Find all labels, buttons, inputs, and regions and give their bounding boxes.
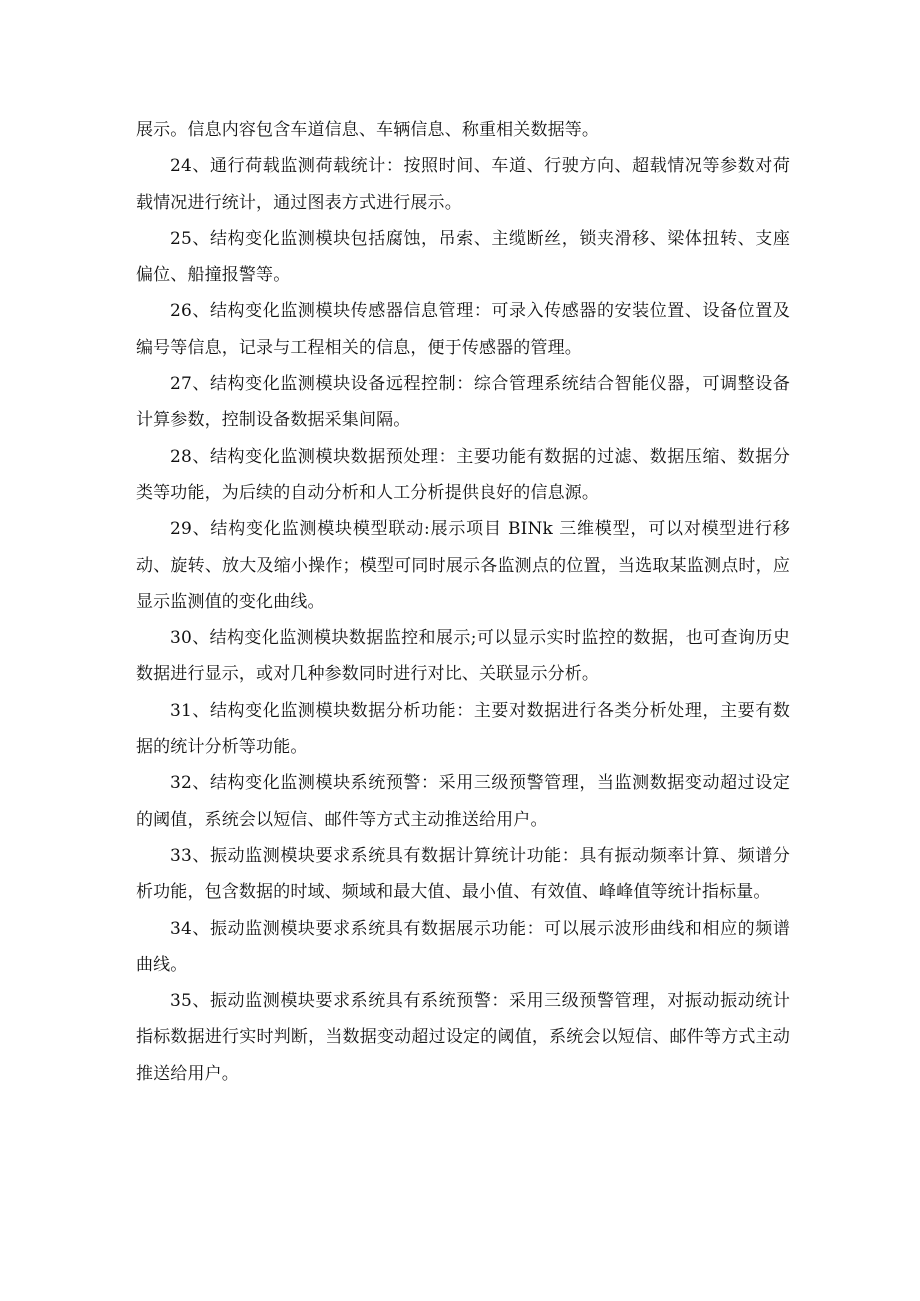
item-26: 26、结构变化监测模块传感器信息管理：可录入传感器的安装位置、设备位置及编号等信息，记录与工程相关的信息，便于传感器的管理。	[136, 301, 790, 358]
item-31: 31、结构变化监测模块数据分析功能：主要对数据进行各类分析处理，主要有数据的统计分析等功能。	[136, 700, 790, 758]
item-34: 34、振动监测模块要求系统具有数据展示功能：可以展示波形曲线和相应的频谱曲线。	[136, 918, 790, 975]
item-35: 35、振动监测模块要求系统具有系统预警：采用三级预警管理，对振动振动统计指标数据进行实时判断，当数据变动超过设定的阈值，系统会以短信、邮件等方式主动推送给用户。	[136, 991, 790, 1084]
document-body	[136, 112, 790, 1092]
item-28: 28、结构变化监测模块数据预处理：主要功能有数据的过滤、数据压缩、数据分类等功能，为后续的自动分析和人工分析提供良好的信息源。	[136, 446, 790, 503]
item-32: 32、结构变化监测模块系统预警：采用三级预警管理，当监测数据变动超过设定的阈值，系统会以短信、邮件等方式主动推送给用户。	[136, 773, 790, 830]
item-29: 29、结构变化监测模块模型联动:展示项目 BINk 三维模型，可以对模型进行移动、旋转、放大及缩小操作；模型可同时展示各监测点的位置，当选取某监测点时，应显示监测值的变化曲线。	[136, 519, 790, 612]
item-24: 24、通行荷载监测荷载统计：按照时间、车道、行驶方向、超载情况等参数对荷载情况进行统计，通过图表方式进行展示。	[136, 156, 790, 213]
item-33: 33、振动监测模块要求系统具有数据计算统计功能：具有振动频率计算、频谱分析功能，包含数据的时域、频域和最大值、最小值、有效值、峰峰值等统计指标量。	[136, 845, 790, 903]
item-25: 25、结构变化监测模块包括腐蚀，吊索、主缆断丝，锁夹滑移、梁体扭转、支座偏位、船撞报警等。	[136, 228, 790, 286]
item-27: 27、结构变化监测模块设备远程控制：综合管理系统结合智能仪器，可调整设备计算参数，控制设备数据采集间隔。	[136, 374, 790, 431]
item-30: 30、结构变化监测模块数据监控和展示;可以显示实时监控的数据，也可查询历史数据进行显示，或对几种参数同时进行对比、关联显示分析。	[136, 628, 790, 685]
continuation-paragraph: 展示。信息内容包含车道信息、车辆信息、称重相关数据等。	[136, 120, 600, 140]
